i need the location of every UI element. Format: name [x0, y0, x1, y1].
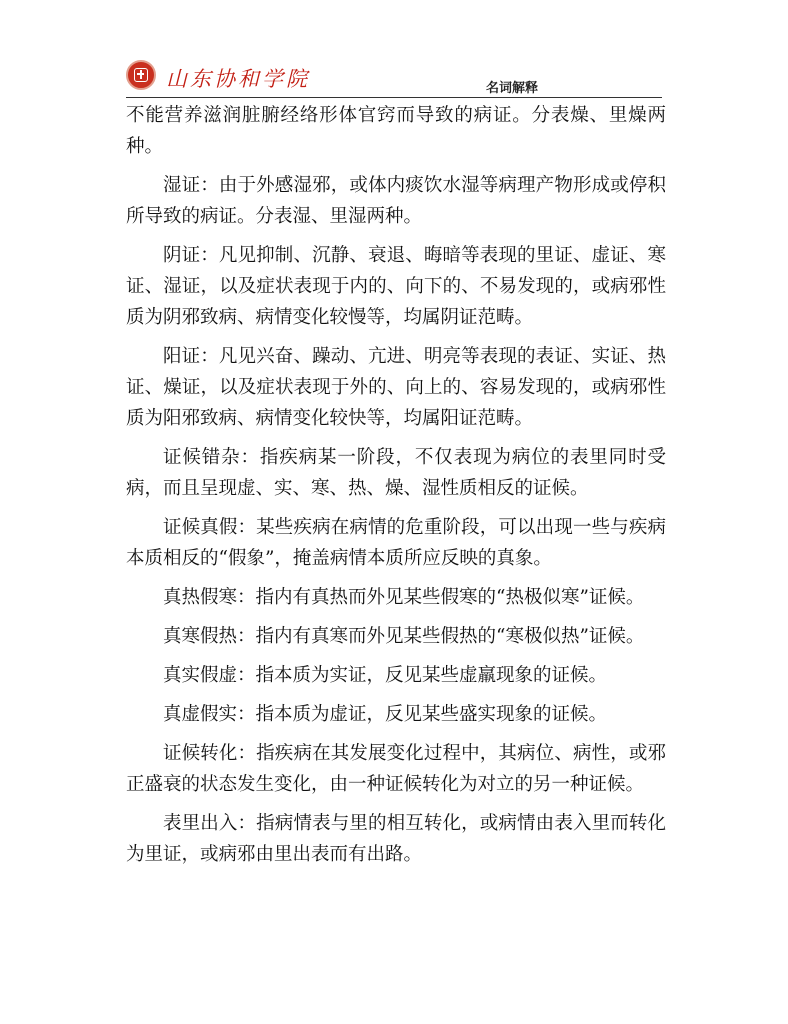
paragraph-zhenhan-jiare: 真寒假热：指内有真寒而外见某些假热的“寒极似热”证候。: [163, 626, 645, 647]
paragraph-zhenghou-zhuanhua: 证候转化：指疾病在其发展变化过程中，其病位、病性，或邪正盛衰的状态发生变化，由一种证候转化为对立的另一种证候。: [126, 743, 666, 795]
paragraph-shizheng: 湿证：由于外感湿邪，或体内痰饮水湿等病理产物形成或停积所导致的病证。分表湿、里湿两种。: [126, 175, 666, 227]
page-header: [126, 60, 662, 102]
seal-emblem-icon: [134, 68, 148, 82]
paragraph-continuation: 不能营养滋润脏腑经络形体官窍而导致的病证。分表燥、里燥两种。: [126, 105, 666, 157]
section-label: 名词解释: [486, 81, 539, 96]
paragraph-zhenxu-jiashi: 真虚假实：指本质为虚证，反见某些盛实现象的证候。: [163, 704, 608, 725]
paragraph-yangzheng: 阳证：凡见兴奋、躁动、亢进、明亮等表现的表证、实证、热证、燥证，以及症状表现于外的、向上的、容易发现的，或病邪性质为阳邪致病、病情变化较快等，均属阳证范畴。: [126, 346, 666, 429]
school-seal-icon: [126, 60, 156, 90]
header-rule: [126, 97, 662, 98]
paragraph-zhenghou-zhenjia: 证候真假：某些疾病在病情的危重阶段，可以出现一些与疾病本质相反的“假象”，掩盖病情本质所应反映的真象。: [126, 517, 666, 569]
document-body: [126, 100, 666, 878]
paragraph-zhenshi-jiaxu: 真实假虚：指本质为实证，反见某些虚羸现象的证候。: [163, 665, 608, 686]
school-name: 山东协和学院: [166, 67, 310, 91]
paragraph-zhenghou-cuoza: 证候错杂：指疾病某一阶段，不仅表现为病位的表里同时受病，而且呈现虚、实、寒、热、燥、湿性质相反的证候。: [126, 447, 666, 499]
paragraph-biaoli-churu: 表里出入：指病情表与里的相互转化，或病情由表入里而转化为里证，或病邪由里出表而有出路。: [126, 813, 666, 865]
paragraph-zhenre-jiahan: 真热假寒：指内有真热而外见某些假寒的“热极似寒”证候。: [163, 587, 645, 608]
paragraph-yinzheng: 阴证：凡见抑制、沉静、衰退、晦暗等表现的里证、虚证、寒证、湿证，以及症状表现于内的、向下的、不易发现的，或病邪性质为阴邪致病、病情变化较慢等，均属阴证范畴。: [126, 245, 666, 328]
